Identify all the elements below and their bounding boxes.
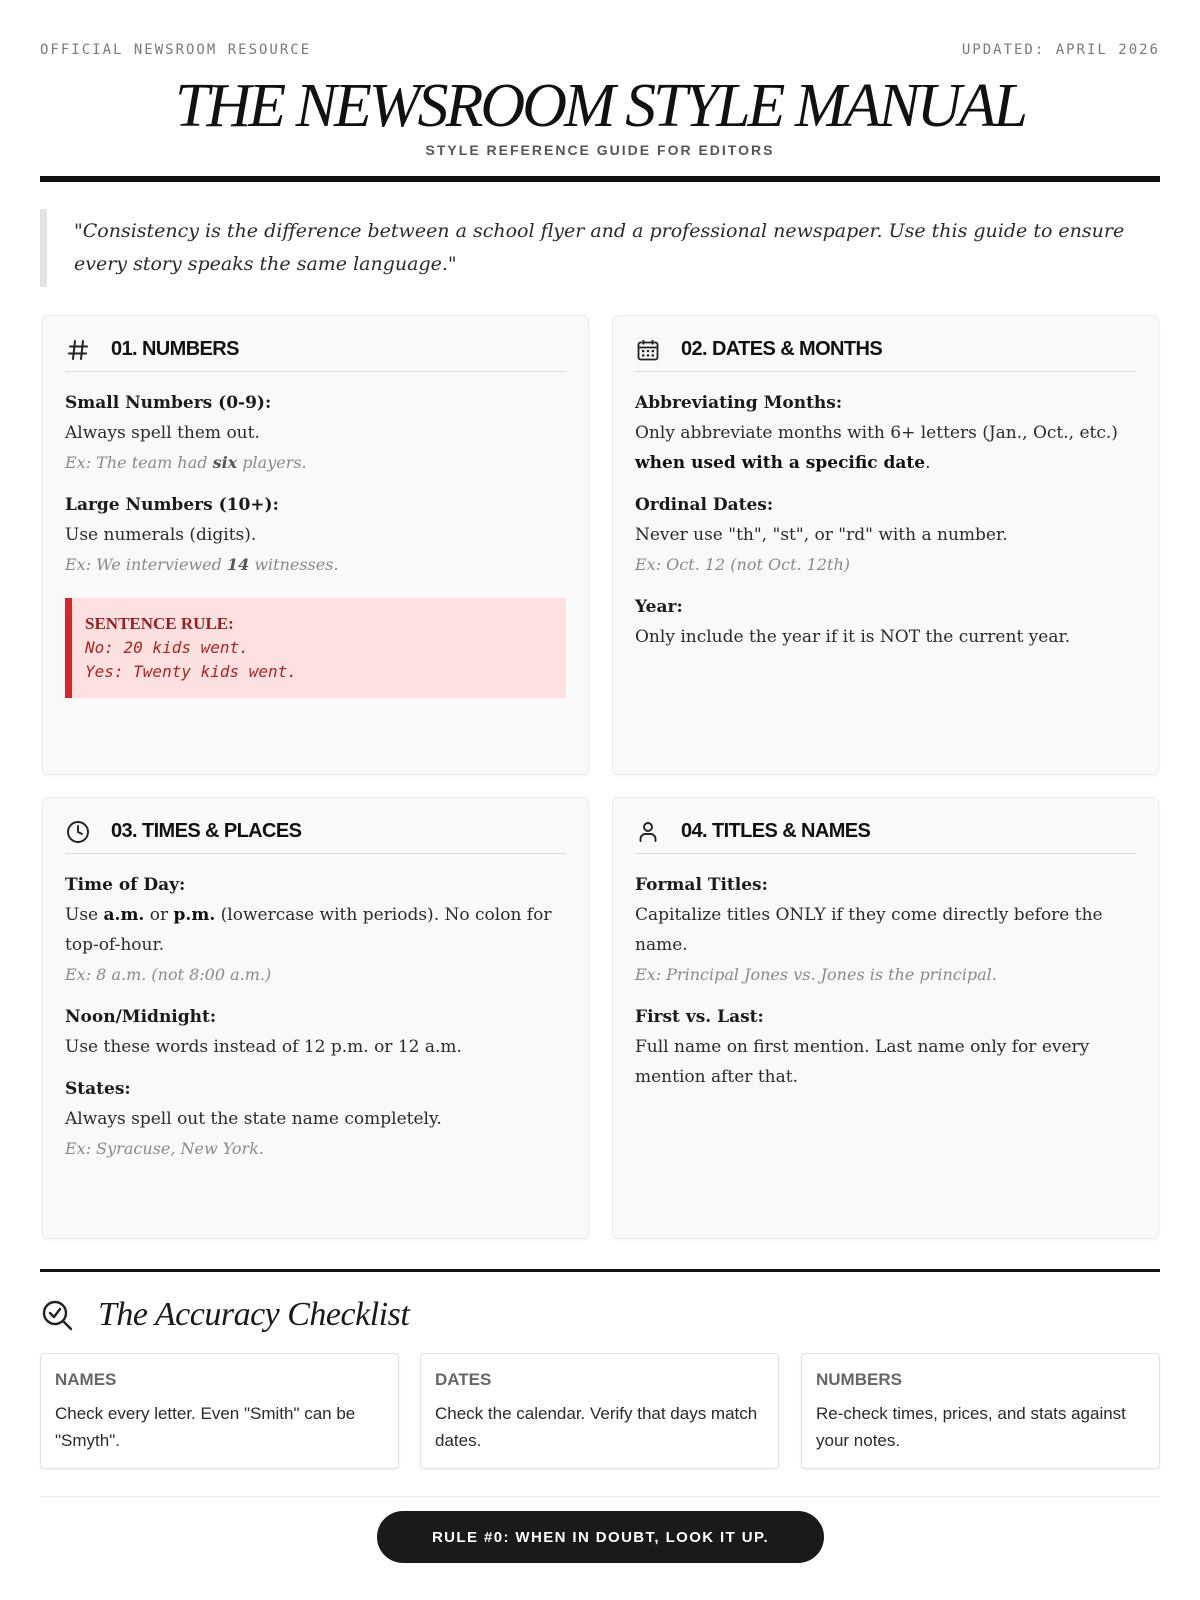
dates-card	[612, 315, 1159, 775]
titles-card	[612, 797, 1159, 1239]
formal-titles-example: Ex: Principal Jones vs. Jones is the principal.	[635, 965, 997, 984]
year-text: Only include the year if it is NOT the current year.	[635, 627, 1071, 647]
checklist-card-dates	[420, 1353, 779, 1469]
person-icon	[635, 819, 661, 845]
time-of-day-label: Time of Day:	[65, 875, 186, 895]
first-vs-last-rule	[635, 1002, 1136, 1092]
first-vs-last-text: Full name on first mention. Last name only for every mention after that.	[635, 1037, 1090, 1087]
checklist-card-numbers	[801, 1353, 1160, 1469]
ordinal-dates-text: Never use "th", "st", or "rd" with a number.	[635, 525, 1008, 545]
formal-titles-label: Formal Titles:	[635, 875, 768, 895]
small-numbers-text: Always spell them out.	[65, 423, 260, 443]
sentence-rule-label: SENTENCE RULE:	[85, 614, 234, 633]
time-of-day-rule	[65, 870, 566, 990]
footer-divider	[40, 1496, 1160, 1497]
large-numbers-text: Use numerals (digits).	[65, 525, 257, 545]
noon-midnight-label: Noon/Midnight:	[65, 1007, 217, 1027]
sentence-rule-yes: Yes: Twenty kids went.	[85, 662, 297, 681]
ordinal-dates-rule	[635, 490, 1136, 580]
states-example: Ex: Syracuse, New York.	[65, 1139, 264, 1158]
magnifier-check-icon	[40, 1298, 74, 1332]
titles-title: 04. TITLES & NAMES	[681, 820, 871, 842]
checklist-title: The Accuracy Checklist	[98, 1296, 410, 1333]
noon-midnight-rule	[65, 1002, 566, 1062]
formal-titles-text: Capitalize titles ONLY if they come directly before the name.	[635, 905, 1103, 955]
small-numbers-example: Ex: The team had six players.	[65, 453, 307, 472]
masthead-divider	[40, 176, 1160, 182]
first-vs-last-label: First vs. Last:	[635, 1007, 764, 1027]
checklist-names-body: Check every letter. Even "Smith" can be "Smyth".	[55, 1404, 356, 1450]
checklist-numbers-body: Re-check times, prices, and stats against your notes.	[816, 1404, 1126, 1450]
titles-card-header	[635, 818, 1136, 854]
year-label: Year:	[635, 597, 683, 617]
checklist-dates-body: Check the calendar. Verify that days match dates.	[435, 1404, 758, 1450]
hash-icon	[65, 337, 91, 363]
checklist-names-heading: NAMES	[55, 1370, 117, 1389]
updated-label: UPDATED: APRIL 2026	[961, 42, 1160, 58]
large-numbers-rule	[65, 490, 566, 580]
masthead	[40, 74, 1160, 158]
times-title: 03. TIMES & PLACES	[111, 820, 302, 842]
large-numbers-label: Large Numbers (10+):	[65, 495, 279, 515]
abbreviating-months-rule	[635, 388, 1136, 478]
rule-zero-badge: RULE #0: WHEN IN DOUBT, LOOK IT UP.	[377, 1511, 824, 1563]
ordinal-dates-example: Ex: Oct. 12 (not Oct. 12th)	[635, 555, 851, 574]
states-label: States:	[65, 1079, 131, 1099]
numbers-card	[42, 315, 589, 775]
checklist-divider	[40, 1269, 1160, 1272]
formal-titles-rule	[635, 870, 1136, 990]
resource-label: OFFICIAL NEWSROOM RESOURCE	[40, 42, 312, 58]
top-meta-bar	[40, 42, 1160, 58]
sentence-rule-no: No: 20 kids went.	[85, 638, 249, 657]
noon-midnight-text: Use these words instead of 12 p.m. or 12 a.m.	[65, 1037, 462, 1057]
ordinal-dates-label: Ordinal Dates:	[635, 495, 774, 515]
dates-card-header	[635, 336, 1136, 372]
page-title: THE NEWSROOM STYLE MANUAL	[175, 72, 1025, 140]
page-subtitle: STYLE REFERENCE GUIDE FOR EDITORS	[425, 142, 775, 158]
year-rule	[635, 592, 1136, 652]
dates-title: 02. DATES & MONTHS	[681, 338, 883, 360]
intro-quote: "Consistency is the difference between a school flyer and a professional newspaper. Use this guide to ensure every story speaks the same language."	[40, 209, 1160, 287]
checklist-header	[40, 1296, 409, 1334]
times-card	[42, 797, 589, 1239]
checklist-dates-heading: DATES	[435, 1370, 492, 1389]
times-card-header	[65, 818, 566, 854]
large-numbers-example: Ex: We interviewed 14 witnesses.	[65, 555, 339, 574]
sentence-rule-alert	[65, 598, 566, 698]
numbers-title: 01. NUMBERS	[111, 338, 239, 360]
abbreviating-months-label: Abbreviating Months:	[635, 393, 843, 413]
calendar-icon	[635, 337, 661, 363]
checklist-card-names	[40, 1353, 399, 1469]
time-of-day-text: Use a.m. or p.m. (lowercase with periods). No colon for top-of-hour.	[65, 905, 552, 955]
states-rule	[65, 1074, 566, 1164]
checklist-numbers-heading: NUMBERS	[816, 1370, 902, 1389]
states-text: Always spell out the state name completely.	[65, 1109, 442, 1129]
numbers-card-header	[65, 336, 566, 372]
small-numbers-rule	[65, 388, 566, 478]
small-numbers-label: Small Numbers (0-9):	[65, 393, 272, 413]
abbreviating-months-text: Only abbreviate months with 6+ letters (Jan., Oct., etc.) when used with a specific date.	[635, 423, 1118, 473]
clock-icon	[65, 819, 91, 845]
time-of-day-example: Ex: 8 a.m. (not 8:00 a.m.)	[65, 965, 272, 984]
